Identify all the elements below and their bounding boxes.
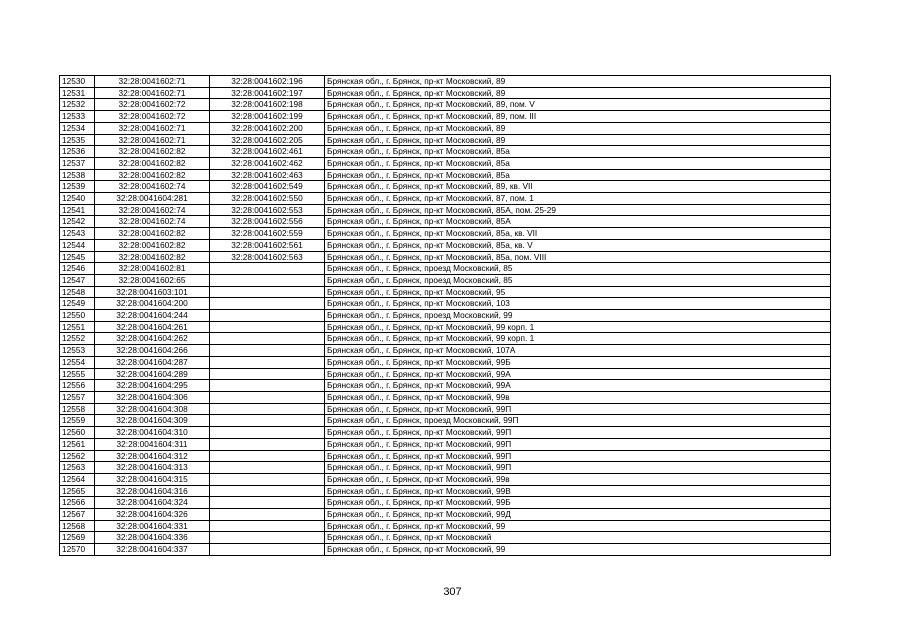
- parent-cadastral-number-cell: 32:28:0041602:82: [95, 251, 210, 263]
- address-cell: Брянская обл., г. Брянск, пр-кт Московский, 85а: [325, 157, 831, 169]
- row-number-cell: 12535: [60, 134, 95, 146]
- table-row: [60, 497, 831, 509]
- child-cadastral-number-cell: [210, 473, 325, 485]
- child-cadastral-number-cell: [210, 485, 325, 497]
- row-number-cell: 12565: [60, 485, 95, 497]
- address-cell: Брянская обл., г. Брянск, пр-кт Московский, 99в: [325, 391, 831, 403]
- parent-cadastral-number-cell: 32:28:0041604:244: [95, 310, 210, 322]
- parent-cadastral-number-cell: 32:28:0041604:310: [95, 427, 210, 439]
- child-cadastral-number-cell: [210, 509, 325, 521]
- address-cell: Брянская обл., г. Брянск, пр-кт Московский, 99П: [325, 462, 831, 474]
- table-row: [60, 368, 831, 380]
- parent-cadastral-number-cell: 32:28:0041604:311: [95, 438, 210, 450]
- child-cadastral-number-cell: 32:28:0041602:462: [210, 157, 325, 169]
- row-number-cell: 12539: [60, 181, 95, 193]
- child-cadastral-number-cell: [210, 391, 325, 403]
- child-cadastral-number-cell: [210, 274, 325, 286]
- child-cadastral-number-cell: 32:28:0041602:463: [210, 169, 325, 181]
- parent-cadastral-number-cell: 32:28:0041604:287: [95, 356, 210, 368]
- child-cadastral-number-cell: [210, 403, 325, 415]
- parent-cadastral-number-cell: 32:28:0041602:65: [95, 274, 210, 286]
- address-cell: Брянская обл., г. Брянск, пр-кт Московский, 99В: [325, 485, 831, 497]
- row-number-cell: 12546: [60, 263, 95, 275]
- child-cadastral-number-cell: [210, 462, 325, 474]
- address-cell: Брянская обл., г. Брянск, пр-кт Московский, 89: [325, 122, 831, 134]
- row-number-cell: 12550: [60, 310, 95, 322]
- table-row: [60, 263, 831, 275]
- row-number-cell: 12557: [60, 391, 95, 403]
- table-row: [60, 415, 831, 427]
- parent-cadastral-number-cell: 32:28:0041602:71: [95, 134, 210, 146]
- child-cadastral-number-cell: [210, 356, 325, 368]
- parent-cadastral-number-cell: 32:28:0041604:306: [95, 391, 210, 403]
- parent-cadastral-number-cell: 32:28:0041604:313: [95, 462, 210, 474]
- child-cadastral-number-cell: 32:28:0041602:559: [210, 228, 325, 240]
- table-row: [60, 345, 831, 357]
- child-cadastral-number-cell: 32:28:0041602:199: [210, 111, 325, 123]
- row-number-cell: 12533: [60, 111, 95, 123]
- child-cadastral-number-cell: 32:28:0041602:205: [210, 134, 325, 146]
- address-cell: Брянская обл., г. Брянск, пр-кт Московский, 99А: [325, 380, 831, 392]
- parent-cadastral-number-cell: 32:28:0041602:71: [95, 87, 210, 99]
- table-row: [60, 216, 831, 228]
- address-cell: Брянская обл., г. Брянск, пр-кт Московский, 107А: [325, 345, 831, 357]
- address-cell: Брянская обл., г. Брянск, пр-кт Московский, 89: [325, 87, 831, 99]
- table-row: [60, 251, 831, 263]
- table-row: [60, 122, 831, 134]
- address-cell: Брянская обл., г. Брянск, пр-кт Московский, 99в: [325, 473, 831, 485]
- parent-cadastral-number-cell: 32:28:0041602:71: [95, 122, 210, 134]
- parent-cadastral-number-cell: 32:28:0041602:81: [95, 263, 210, 275]
- address-cell: Брянская обл., г. Брянск, пр-кт Московский, 103: [325, 298, 831, 310]
- parent-cadastral-number-cell: 32:28:0041604:308: [95, 403, 210, 415]
- table-row: [60, 193, 831, 205]
- address-cell: Брянская обл., г. Брянск, пр-кт Московский, 99Д: [325, 509, 831, 521]
- parent-cadastral-number-cell: 32:28:0041604:266: [95, 345, 210, 357]
- child-cadastral-number-cell: [210, 298, 325, 310]
- child-cadastral-number-cell: [210, 333, 325, 345]
- table-row: [60, 333, 831, 345]
- parent-cadastral-number-cell: 32:28:0041602:72: [95, 111, 210, 123]
- row-number-cell: 12547: [60, 274, 95, 286]
- parent-cadastral-number-cell: 32:28:0041604:261: [95, 321, 210, 333]
- row-number-cell: 12548: [60, 286, 95, 298]
- table-row: [60, 473, 831, 485]
- table-row: [60, 286, 831, 298]
- table-row: [60, 76, 831, 88]
- row-number-cell: 12566: [60, 497, 95, 509]
- table-row: [60, 87, 831, 99]
- parent-cadastral-number-cell: 32:28:0041604:324: [95, 497, 210, 509]
- child-cadastral-number-cell: 32:28:0041602:461: [210, 146, 325, 158]
- address-cell: Брянская обл., г. Брянск, пр-кт Московский, 89: [325, 134, 831, 146]
- address-cell: Брянская обл., г. Брянск, пр-кт Московский, 85а: [325, 169, 831, 181]
- row-number-cell: 12532: [60, 99, 95, 111]
- row-number-cell: 12542: [60, 216, 95, 228]
- parent-cadastral-number-cell: 32:28:0041602:82: [95, 169, 210, 181]
- table-row: [60, 450, 831, 462]
- child-cadastral-number-cell: 32:28:0041602:549: [210, 181, 325, 193]
- child-cadastral-number-cell: 32:28:0041602:563: [210, 251, 325, 263]
- address-cell: Брянская обл., г. Брянск, пр-кт Московский, 89, кв. VII: [325, 181, 831, 193]
- address-cell: Брянская обл., г. Брянск, пр-кт Московский, 85А: [325, 216, 831, 228]
- parent-cadastral-number-cell: 32:28:0041604:289: [95, 368, 210, 380]
- address-cell: Брянская обл., г. Брянск, пр-кт Московский, 99: [325, 544, 831, 556]
- table-row: [60, 391, 831, 403]
- row-number-cell: 12543: [60, 228, 95, 240]
- table-row: [60, 181, 831, 193]
- address-cell: Брянская обл., г. Брянск, проезд Московский, 99: [325, 310, 831, 322]
- row-number-cell: 12562: [60, 450, 95, 462]
- address-cell: Брянская обл., г. Брянск, пр-кт Московский, 99П: [325, 427, 831, 439]
- address-cell: Брянская обл., г. Брянск, пр-кт Московский, 99Б: [325, 497, 831, 509]
- table-row: [60, 544, 831, 556]
- table-row: [60, 274, 831, 286]
- child-cadastral-number-cell: [210, 415, 325, 427]
- row-number-cell: 12552: [60, 333, 95, 345]
- parent-cadastral-number-cell: 32:28:0041604:337: [95, 544, 210, 556]
- child-cadastral-number-cell: [210, 345, 325, 357]
- address-cell: Брянская обл., г. Брянск, пр-кт Московский, 85а, кв. V: [325, 239, 831, 251]
- child-cadastral-number-cell: [210, 380, 325, 392]
- row-number-cell: 12569: [60, 532, 95, 544]
- row-number-cell: 12563: [60, 462, 95, 474]
- table-row: [60, 462, 831, 474]
- child-cadastral-number-cell: [210, 532, 325, 544]
- parent-cadastral-number-cell: 32:28:0041604:309: [95, 415, 210, 427]
- child-cadastral-number-cell: [210, 450, 325, 462]
- address-cell: Брянская обл., г. Брянск, пр-кт Московский, 89, пом. III: [325, 111, 831, 123]
- parent-cadastral-number-cell: 32:28:0041604:316: [95, 485, 210, 497]
- address-cell: Брянская обл., г. Брянск, пр-кт Московский, 85а, кв. VII: [325, 228, 831, 240]
- table-row: [60, 520, 831, 532]
- table-row: [60, 99, 831, 111]
- child-cadastral-number-cell: [210, 520, 325, 532]
- table-row: [60, 157, 831, 169]
- parent-cadastral-number-cell: 32:28:0041604:281: [95, 193, 210, 205]
- child-cadastral-number-cell: [210, 263, 325, 275]
- table-row: [60, 485, 831, 497]
- address-cell: Брянская обл., г. Брянск, пр-кт Московский, 99 корп. 1: [325, 333, 831, 345]
- parent-cadastral-number-cell: 32:28:0041604:312: [95, 450, 210, 462]
- row-number-cell: 12536: [60, 146, 95, 158]
- row-number-cell: 12555: [60, 368, 95, 380]
- row-number-cell: 12531: [60, 87, 95, 99]
- row-number-cell: 12551: [60, 321, 95, 333]
- child-cadastral-number-cell: 32:28:0041602:200: [210, 122, 325, 134]
- address-cell: Брянская обл., г. Брянск, пр-кт Московский, 89, пом. V: [325, 99, 831, 111]
- table-row: [60, 380, 831, 392]
- row-number-cell: 12534: [60, 122, 95, 134]
- row-number-cell: 12558: [60, 403, 95, 415]
- table-row: [60, 228, 831, 240]
- address-cell: Брянская обл., г. Брянск, пр-кт Московский, 85А, пом. 25-29: [325, 204, 831, 216]
- registry-table-body: [60, 76, 831, 556]
- child-cadastral-number-cell: [210, 321, 325, 333]
- child-cadastral-number-cell: 32:28:0041602:556: [210, 216, 325, 228]
- address-cell: Брянская обл., г. Брянск, пр-кт Московский, 89: [325, 76, 831, 88]
- address-cell: Брянская обл., г. Брянск, проезд Московский, 85: [325, 263, 831, 275]
- table-row: [60, 509, 831, 521]
- child-cadastral-number-cell: 32:28:0041602:196: [210, 76, 325, 88]
- table-row: [60, 204, 831, 216]
- child-cadastral-number-cell: [210, 310, 325, 322]
- parent-cadastral-number-cell: 32:28:0041604:336: [95, 532, 210, 544]
- child-cadastral-number-cell: 32:28:0041602:197: [210, 87, 325, 99]
- address-cell: Брянская обл., г. Брянск, пр-кт Московский, 99П: [325, 403, 831, 415]
- page-number: 307: [443, 586, 462, 598]
- table-row: [60, 321, 831, 333]
- row-number-cell: 12554: [60, 356, 95, 368]
- parent-cadastral-number-cell: 32:28:0041602:82: [95, 239, 210, 251]
- table-row: [60, 111, 831, 123]
- row-number-cell: 12545: [60, 251, 95, 263]
- row-number-cell: 12540: [60, 193, 95, 205]
- child-cadastral-number-cell: 32:28:0041602:198: [210, 99, 325, 111]
- parent-cadastral-number-cell: 32:28:0041602:71: [95, 76, 210, 88]
- child-cadastral-number-cell: [210, 544, 325, 556]
- table-row: [60, 427, 831, 439]
- table-row: [60, 403, 831, 415]
- parent-cadastral-number-cell: 32:28:0041604:326: [95, 509, 210, 521]
- parent-cadastral-number-cell: 32:28:0041602:82: [95, 146, 210, 158]
- table-row: [60, 134, 831, 146]
- address-cell: Брянская обл., г. Брянск, пр-кт Московский, 99: [325, 520, 831, 532]
- registry-table: [59, 75, 831, 556]
- row-number-cell: 12556: [60, 380, 95, 392]
- table-row: [60, 169, 831, 181]
- address-cell: Брянская обл., г. Брянск, пр-кт Московский, 85а, пом. VIII: [325, 251, 831, 263]
- child-cadastral-number-cell: [210, 286, 325, 298]
- address-cell: Брянская обл., г. Брянск, пр-кт Московский, 99Б: [325, 356, 831, 368]
- table-row: [60, 532, 831, 544]
- parent-cadastral-number-cell: 32:28:0041604:315: [95, 473, 210, 485]
- parent-cadastral-number-cell: 32:28:0041604:295: [95, 380, 210, 392]
- child-cadastral-number-cell: [210, 497, 325, 509]
- address-cell: Брянская обл., г. Брянск, пр-кт Московский, 95: [325, 286, 831, 298]
- table-row: [60, 239, 831, 251]
- row-number-cell: 12568: [60, 520, 95, 532]
- address-cell: Брянская обл., г. Брянск, проезд Московский, 85: [325, 274, 831, 286]
- child-cadastral-number-cell: 32:28:0041602:561: [210, 239, 325, 251]
- address-cell: Брянская обл., г. Брянск, пр-кт Московский, 99 корп. 1: [325, 321, 831, 333]
- address-cell: Брянская обл., г. Брянск, пр-кт Московский, 87, пом. 1: [325, 193, 831, 205]
- address-cell: Брянская обл., г. Брянск, пр-кт Московский: [325, 532, 831, 544]
- row-number-cell: 12530: [60, 76, 95, 88]
- row-number-cell: 12537: [60, 157, 95, 169]
- table-row: [60, 146, 831, 158]
- table-row: [60, 310, 831, 322]
- table-row: [60, 356, 831, 368]
- parent-cadastral-number-cell: 32:28:0041602:72: [95, 99, 210, 111]
- child-cadastral-number-cell: [210, 368, 325, 380]
- row-number-cell: 12544: [60, 239, 95, 251]
- address-cell: Брянская обл., г. Брянск, пр-кт Московский, 85а: [325, 146, 831, 158]
- row-number-cell: 12567: [60, 509, 95, 521]
- parent-cadastral-number-cell: 32:28:0041604:262: [95, 333, 210, 345]
- child-cadastral-number-cell: 32:28:0041602:553: [210, 204, 325, 216]
- row-number-cell: 12553: [60, 345, 95, 357]
- row-number-cell: 12560: [60, 427, 95, 439]
- address-cell: Брянская обл., г. Брянск, проезд Московский, 99П: [325, 415, 831, 427]
- parent-cadastral-number-cell: 32:28:0041603:101: [95, 286, 210, 298]
- row-number-cell: 12561: [60, 438, 95, 450]
- row-number-cell: 12559: [60, 415, 95, 427]
- row-number-cell: 12564: [60, 473, 95, 485]
- parent-cadastral-number-cell: 32:28:0041602:82: [95, 228, 210, 240]
- parent-cadastral-number-cell: 32:28:0041602:74: [95, 204, 210, 216]
- child-cadastral-number-cell: [210, 438, 325, 450]
- child-cadastral-number-cell: 32:28:0041602:550: [210, 193, 325, 205]
- table-row: [60, 298, 831, 310]
- address-cell: Брянская обл., г. Брянск, пр-кт Московский, 99П: [325, 450, 831, 462]
- table-row: [60, 438, 831, 450]
- parent-cadastral-number-cell: 32:28:0041604:331: [95, 520, 210, 532]
- parent-cadastral-number-cell: 32:28:0041604:200: [95, 298, 210, 310]
- parent-cadastral-number-cell: 32:28:0041602:74: [95, 181, 210, 193]
- row-number-cell: 12541: [60, 204, 95, 216]
- parent-cadastral-number-cell: 32:28:0041602:82: [95, 157, 210, 169]
- address-cell: Брянская обл., г. Брянск, пр-кт Московский, 99А: [325, 368, 831, 380]
- row-number-cell: 12549: [60, 298, 95, 310]
- row-number-cell: 12538: [60, 169, 95, 181]
- address-cell: Брянская обл., г. Брянск, пр-кт Московский, 99П: [325, 438, 831, 450]
- row-number-cell: 12570: [60, 544, 95, 556]
- child-cadastral-number-cell: [210, 427, 325, 439]
- parent-cadastral-number-cell: 32:28:0041602:74: [95, 216, 210, 228]
